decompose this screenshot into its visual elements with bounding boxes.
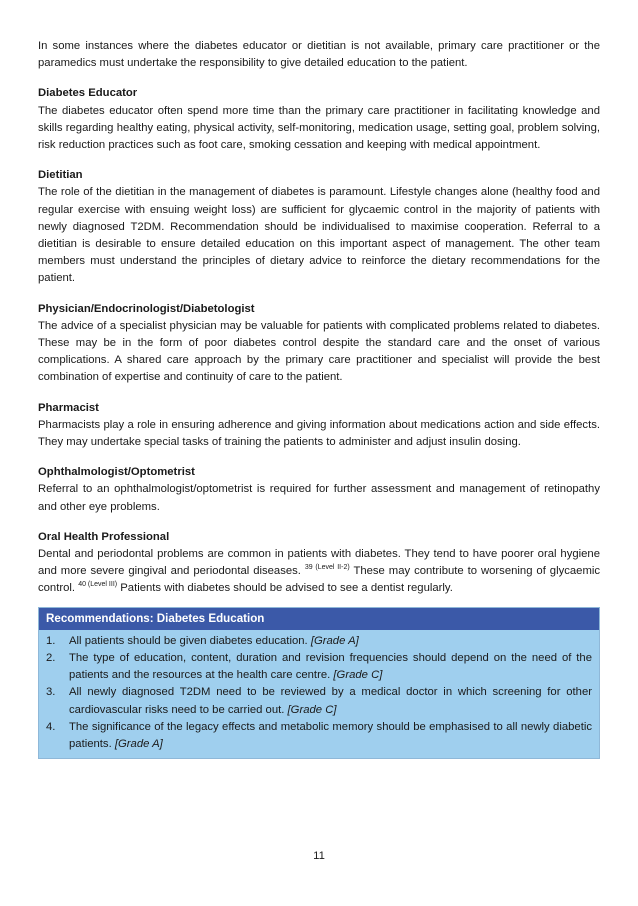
- recommendations-list: [39, 630, 599, 758]
- oral-text-part: Dental and periodontal problems are common in patients with diabetes. They tend to have poorer oral hygiene and more severe gingival and periodontal diseases.: [38, 548, 600, 578]
- section-text: [38, 546, 600, 598]
- recommendation-grade: [Grade A]: [310, 634, 359, 647]
- recommendation-item: [46, 684, 592, 718]
- recommendation-number: 2.: [46, 651, 56, 664]
- section-pharmacist: [38, 400, 600, 452]
- recommendations-box: [38, 607, 600, 759]
- section-oral-health: [38, 529, 600, 598]
- oral-text-part: Patients with diabetes should be advised to see a dentist regularly.: [120, 582, 453, 595]
- recommendation-text: [69, 650, 592, 684]
- recommendation-grade: [Grade A]: [114, 737, 163, 750]
- section-text: Referral to an ophthalmologist/optometrist is required for further assessment and management of retinopathy and other eye problems.: [38, 483, 600, 513]
- recommendation-number: 3.: [46, 686, 56, 699]
- recommendation-text: [69, 684, 592, 718]
- section-heading: Oral Health Professional: [38, 530, 170, 543]
- recommendation-body: The type of education, content, duration and revision frequencies should depend on the need of the patients and the resources at the health care centre.: [69, 651, 592, 682]
- reference-citation: 39 (Level II-2): [304, 564, 350, 572]
- recommendation-body: The significance of the legacy effects and metabolic memory should be emphasised to all newly diabetic patients.: [69, 720, 592, 750]
- section-heading: Physician/Endocrinologist/Diabetologist: [38, 302, 255, 315]
- intro-paragraph: In some instances where the diabetes educator or dietitian is not available, primary care practitioner or the paramedics must undertake the responsibility to give detailed education to the patient.: [38, 40, 600, 70]
- section-text: The diabetes educator often spend more time than the primary care practitioner in facilitating knowledge and skills regarding healthy eating, physical activity, self-monitoring, medication usage, setting goal, problem solving, risk reduction practices such as foot care, smoking cessation and keeping with medical appointment.: [38, 104, 600, 152]
- recommendation-body: All patients should be given diabetes education.: [69, 634, 308, 647]
- section-physician: [38, 301, 600, 387]
- page-content: [38, 38, 600, 759]
- recommendation-item: [46, 719, 592, 753]
- recommendation-item: [46, 650, 592, 684]
- recommendation-number: 4.: [46, 720, 56, 733]
- recommendation-text: [69, 719, 592, 753]
- recommendation-body: All newly diagnosed T2DM need to be reviewed by a medical doctor in which screening for other cardiovascular risks need to be carried out.: [69, 686, 592, 716]
- section-heading: Dietitian: [38, 169, 83, 182]
- section-diabetes-educator: [38, 85, 600, 154]
- reference-citation: 40 (Level III): [78, 581, 118, 589]
- section-heading: Diabetes Educator: [38, 87, 138, 100]
- recommendation-grade: [Grade C]: [287, 703, 337, 716]
- section-text: The role of the dietitian in the management of diabetes is paramount. Lifestyle changes alone (healthy food and regular exercise with ensuing weight loss) are sufficient for glycaemic control in the majority of patients with newly diagnosed T2DM. Recommendation should be individualised to maximise cooperation. Referral to a dietitian is desirable to ensure detailed education on this important aspect of management. The other team members must understand the principles of dietary advice to reinforce the dietary recommendations for the patient.: [38, 186, 600, 285]
- section-text: The advice of a specialist physician may be valuable for patients with complicated problems related to diabetes. These may be in the form of poor diabetes control despite the standard care and the onset of various complications. A shared care approach by the primary care practitioner and specialist will provide the best combination of expertise and continuity of care to the patient.: [38, 319, 600, 384]
- section-text: Pharmacists play a role in ensuring adherence and giving information about medications action and side effects. They may undertake special tasks of training the patients to administer and adjust insulin dosing.: [38, 418, 600, 449]
- recommendation-item: [46, 633, 592, 650]
- recommendations-title: Recommendations: Diabetes Education: [39, 608, 599, 630]
- section-dietitian: [38, 167, 600, 287]
- section-ophthalmologist: [38, 464, 600, 516]
- recommendation-text: [69, 633, 592, 650]
- recommendation-grade: [Grade C]: [333, 669, 383, 682]
- recommendation-number: 1.: [46, 634, 56, 647]
- oral-text-part: These may contribute to worsening of glycaemic control.: [38, 565, 601, 595]
- section-heading: Ophthalmologist/Optometrist: [38, 466, 195, 479]
- section-heading: Pharmacist: [38, 401, 99, 414]
- page-number: 11: [313, 850, 325, 862]
